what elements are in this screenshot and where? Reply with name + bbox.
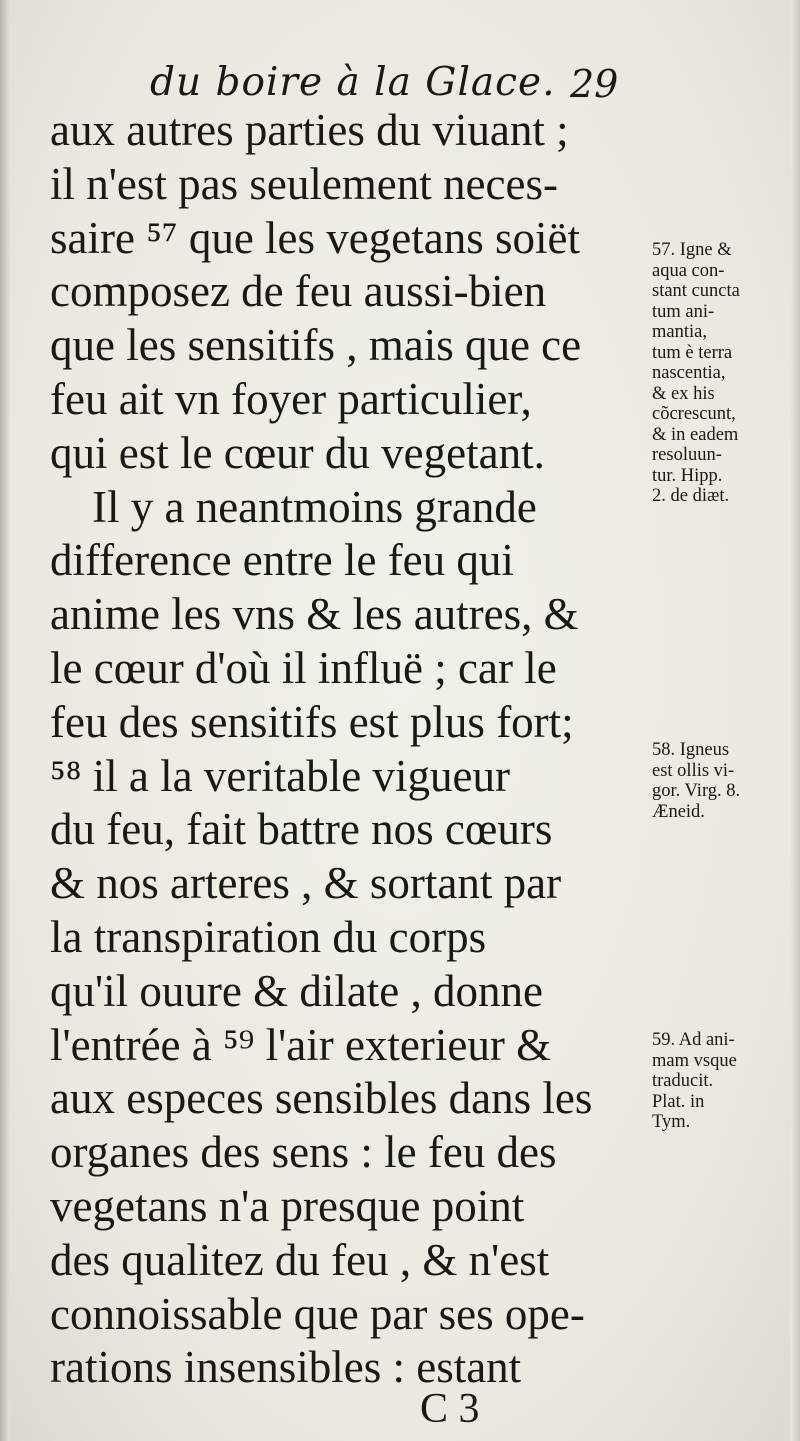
- text-line: feu des sensitifs est plus fort;: [50, 696, 574, 747]
- margin-note-58: [652, 740, 797, 822]
- margin-note-line: nascentia,: [652, 363, 726, 383]
- margin-note-line: & ex his: [652, 383, 715, 404]
- margin-note-59: [652, 1030, 797, 1133]
- margin-note-line: mam vsque: [652, 1050, 737, 1071]
- text-line: & nos arteres , & sortant par: [50, 858, 562, 909]
- margin-note-line: Plat. in: [652, 1091, 705, 1112]
- margin-note-line: tum ani-: [652, 301, 715, 322]
- margin-note-line: Æneid.: [652, 801, 705, 822]
- text-line: qui est le cœur du vegetant.: [50, 427, 545, 478]
- text-line: aux autres parties du viuant ;: [50, 105, 569, 155]
- text-line: l'entrée à ⁵⁹ l'air exterieur &: [50, 1019, 552, 1070]
- text-line: qu'il ouure & dilate , donne: [50, 965, 544, 1016]
- text-line: Il y a neantmoins grande: [92, 481, 537, 532]
- margin-note-line: cõcrescunt,: [652, 404, 736, 424]
- margin-note-line: tum è terra: [652, 342, 733, 363]
- margin-note-line: est ollis vi-: [652, 760, 735, 781]
- running-title: du boire à la Glace.: [150, 60, 556, 105]
- margin-note-line: 2. de diæt.: [652, 486, 730, 506]
- text-line: organes des sens : le feu des: [50, 1127, 557, 1178]
- text-line: composez de feu aussi-bien: [50, 266, 547, 317]
- text-line: des qualitez du feu , & n'est: [50, 1234, 550, 1285]
- margin-note-line: gor. Virg. 8.: [652, 781, 741, 801]
- margin-note-line: tur. Hipp.: [652, 465, 723, 486]
- text-line: du feu, fait battre nos cœurs: [50, 804, 553, 855]
- margin-note-line: Tym.: [652, 1112, 691, 1132]
- margin-note-line: resoluun-: [652, 445, 722, 465]
- page-number: 29: [570, 62, 619, 106]
- margin-note-line: 57. Igne &: [652, 240, 732, 260]
- text-line: saire ⁵⁷ que les vegetans soiët: [50, 212, 580, 263]
- text-line: difference entre le feu qui: [50, 535, 514, 586]
- main-text-block: [50, 104, 635, 1395]
- text-line: connoissable que par ses ope-: [50, 1288, 585, 1339]
- signature-mark: C 3: [420, 1386, 480, 1432]
- text-line: aux especes sensibles dans les: [50, 1073, 593, 1124]
- text-line: ⁵⁸ il a la veritable vigueur: [50, 750, 510, 801]
- text-line: le cœur d'où il influë ; car le: [50, 642, 557, 693]
- page-edge: [790, 0, 800, 1441]
- text-line: que les sensitifs , mais que ce: [50, 320, 582, 371]
- margin-note-line: aqua con-: [652, 260, 725, 281]
- text-line: anime les vns & les autres, &: [50, 589, 579, 640]
- margin-note-line: stant cuncta: [652, 281, 740, 301]
- margin-note-57: [652, 240, 797, 507]
- text-line: il n'est pas seulement neces-: [50, 158, 558, 209]
- margin-note-line: 59. Ad ani-: [652, 1030, 735, 1050]
- page-gutter-shadow: [0, 0, 10, 1441]
- margin-note-line: 58. Igneus: [652, 740, 730, 760]
- text-line: feu ait vn foyer particulier,: [50, 373, 532, 424]
- margin-note-line: mantia,: [652, 322, 707, 342]
- text-line: vegetans n'a presque point: [50, 1180, 525, 1231]
- text-line: rations insensibles : estant: [50, 1342, 522, 1393]
- margin-note-line: & in eadem: [652, 424, 739, 445]
- text-line: la transpiration du corps: [50, 911, 487, 962]
- margin-note-line: traducit.: [652, 1071, 714, 1091]
